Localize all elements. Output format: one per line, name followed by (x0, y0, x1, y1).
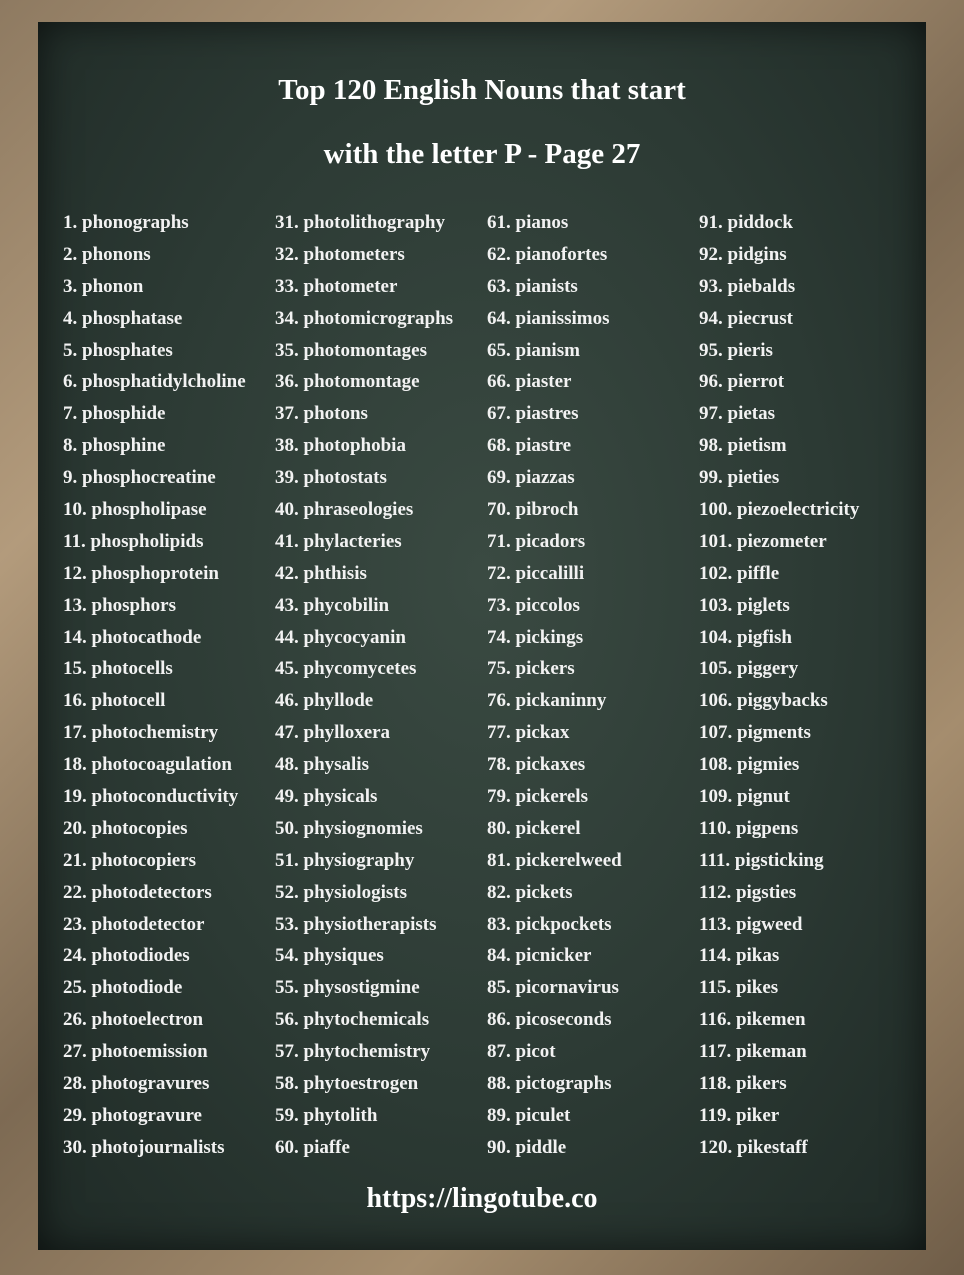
word-list-item: 5. phosphates (63, 339, 173, 361)
word-list-item: 49. physicals (275, 786, 378, 808)
word-list-item: 102. piffle (699, 562, 780, 584)
word-list-item: 31. photolithography (275, 212, 445, 233)
word-column-1 (63, 207, 246, 1164)
word-list-item: 65. pianism (487, 339, 580, 361)
word-list-item: 36. photomontage (275, 371, 420, 393)
word-list-item: 69. piazzas (487, 467, 575, 489)
word-list-item: 110. pigpens (699, 817, 799, 839)
word-list-item: 95. pieris (699, 339, 773, 361)
word-list-item: 93. piebalds (699, 275, 796, 297)
word-list-item: 105. piggery (699, 658, 799, 680)
word-list-item: 101. piezometer (699, 530, 827, 552)
word-list-item: 50. physiognomies (275, 817, 423, 839)
word-list-item: 68. piastre (487, 435, 572, 457)
word-list-item: 81. pickerelweed (487, 849, 622, 871)
word-list-item: 83. pickpockets (487, 913, 612, 935)
word-list-item: 61. pianos (487, 212, 569, 233)
page-title-line-1: Top 120 English Nouns that start (278, 74, 686, 106)
word-list-item: 118. pikers (699, 1073, 787, 1095)
word-list-item: 115. pikes (699, 977, 779, 999)
word-list-item: 67. piastres (487, 403, 579, 425)
word-list-item: 72. piccalilli (487, 562, 585, 584)
word-list-item: 39. photostats (275, 467, 387, 489)
word-list-item: 21. photocopiers (63, 849, 196, 871)
word-list-item: 90. piddle (487, 1136, 567, 1158)
word-list-item: 56. phytochemicals (275, 1009, 430, 1031)
word-list-item: 87. picot (487, 1041, 556, 1063)
word-list-item: 74. pickings (487, 626, 584, 648)
word-list-item: 98. pietism (699, 435, 787, 457)
footer-url: https://lingotube.co (366, 1183, 598, 1214)
word-list-item: 11. phospholipids (63, 530, 204, 552)
word-list-item: 54. physiques (275, 945, 384, 967)
word-list-item: 113. pigweed (699, 913, 803, 935)
word-list-item: 120. pikestaff (699, 1136, 808, 1158)
word-list-item: 60. piaffe (275, 1136, 350, 1158)
word-column-2 (275, 207, 453, 1164)
word-list-item: 91. piddock (699, 212, 793, 233)
word-list-item: 27. photoemission (63, 1041, 208, 1063)
word-list-item: 18. photocoagulation (63, 754, 232, 776)
word-list-item: 2. phonons (63, 243, 151, 265)
word-list-item: 114. pikas (699, 945, 780, 967)
word-list-item: 112. pigsties (699, 881, 797, 903)
word-list-item: 62. pianofortes (487, 243, 608, 265)
word-list-item: 85. picornavirus (487, 977, 619, 999)
word-list-item: 47. phylloxera (275, 722, 391, 744)
word-list-item: 6. phosphatidylcholine (63, 371, 246, 393)
word-list-item: 78. pickaxes (487, 754, 586, 776)
word-list-item: 79. pickerels (487, 786, 588, 808)
word-list-item: 70. pibroch (487, 499, 579, 521)
word-list-item: 14. photocathode (63, 626, 202, 648)
word-list-item: 20. photocopies (63, 817, 188, 839)
word-list-item: 63. pianists (487, 275, 578, 297)
word-list-item: 116. pikemen (699, 1009, 806, 1031)
word-list-item: 104. pigfish (699, 626, 792, 648)
word-list-item: 42. phthisis (275, 562, 367, 584)
word-list-item: 33. photometer (275, 275, 398, 297)
word-list-item: 22. photodetectors (63, 881, 212, 903)
word-list-item: 25. photodiode (63, 977, 183, 999)
word-list-item: 26. photoelectron (63, 1009, 204, 1031)
word-list-item: 3. phonon (63, 275, 144, 297)
word-list-item: 73. piccolos (487, 594, 580, 616)
word-list-item: 89. piculet (487, 1104, 571, 1126)
word-list-item: 1. phonographs (63, 212, 189, 233)
word-list-item: 64. pianissimos (487, 307, 610, 329)
word-list-item: 40. phraseologies (275, 499, 414, 521)
word-list-item: 107. pigments (699, 722, 811, 744)
word-list-item: 16. photocell (63, 690, 166, 712)
word-list-item: 59. phytolith (275, 1104, 378, 1126)
word-list-item: 46. phyllode (275, 690, 374, 712)
word-list-item: 80. pickerel (487, 817, 581, 839)
word-list-item: 52. physiologists (275, 881, 407, 903)
word-list-item: 7. phosphide (63, 403, 166, 425)
word-list-item: 75. pickers (487, 658, 575, 680)
word-list-item: 34. photomicrographs (275, 307, 454, 329)
word-list-item: 111. pigsticking (699, 849, 824, 871)
word-list-item: 55. physostigmine (275, 977, 420, 999)
word-list-item: 28. photogravures (63, 1073, 210, 1095)
word-list-item: 29. photogravure (63, 1104, 202, 1126)
word-list-item: 106. piggybacks (699, 690, 828, 712)
word-list-item: 82. pickets (487, 881, 573, 903)
word-list-item: 84. picnicker (487, 945, 592, 967)
word-list-item: 35. photomontages (275, 339, 428, 361)
word-list-item: 45. phycomycetes (275, 658, 417, 680)
word-list-item: 66. piaster (487, 371, 572, 393)
word-list-item: 19. photoconductivity (63, 786, 239, 808)
word-list-item: 4. phosphatase (63, 307, 183, 329)
word-list-item: 37. photons (275, 403, 368, 425)
word-list-item: 92. pidgins (699, 243, 787, 265)
page-title-line-2: with the letter P - Page 27 (323, 138, 641, 170)
word-column-4 (699, 207, 859, 1164)
word-list-item: 17. photochemistry (63, 722, 219, 744)
word-list-item: 43. phycobilin (275, 594, 390, 616)
word-list-item: 99. pieties (699, 467, 780, 489)
word-list-item: 41. phylacteries (275, 530, 402, 552)
word-list-item: 10. phospholipase (63, 499, 207, 521)
word-list-item: 109. pignut (699, 786, 790, 808)
word-list-item: 53. physiotherapists (275, 913, 437, 935)
word-list-item: 38. photophobia (275, 435, 406, 457)
word-list-item: 86. picoseconds (487, 1009, 612, 1031)
word-list-item: 97. pietas (699, 403, 775, 425)
word-list-item: 24. photodiodes (63, 945, 190, 967)
word-list-item: 30. photojournalists (63, 1136, 225, 1158)
word-list-item: 117. pikeman (699, 1041, 807, 1063)
word-list-item: 23. photodetector (63, 913, 205, 935)
word-list-item: 57. phytochemistry (275, 1041, 431, 1063)
word-list-item: 96. pierrot (699, 371, 785, 393)
word-list-item: 15. photocells (63, 658, 173, 680)
word-list-item: 94. piecrust (699, 307, 793, 329)
word-list-item: 44. phycocyanin (275, 626, 406, 648)
word-list-item: 8. phosphine (63, 435, 166, 457)
word-list-item: 108. pigmies (699, 754, 800, 776)
word-list-item: 77. pickax (487, 722, 570, 744)
word-list-item: 51. physiography (275, 849, 415, 871)
word-column-3 (487, 207, 622, 1164)
word-list-item: 58. phytoestrogen (275, 1073, 419, 1095)
word-list-item: 76. pickaninny (487, 690, 607, 712)
word-list-item: 48. physalis (275, 754, 369, 776)
word-list-item: 119. piker (699, 1104, 780, 1126)
word-list-item: 32. photometers (275, 243, 405, 265)
word-list-item: 88. pictographs (487, 1073, 612, 1095)
word-list-item: 13. phosphors (63, 594, 176, 616)
word-list-item: 100. piezoelectricity (699, 499, 860, 521)
word-list-item: 71. picadors (487, 530, 586, 552)
word-list-item: 103. piglets (699, 594, 790, 616)
word-list-item: 12. phosphoprotein (63, 562, 219, 584)
word-list-item: 9. phosphocreatine (63, 467, 216, 489)
